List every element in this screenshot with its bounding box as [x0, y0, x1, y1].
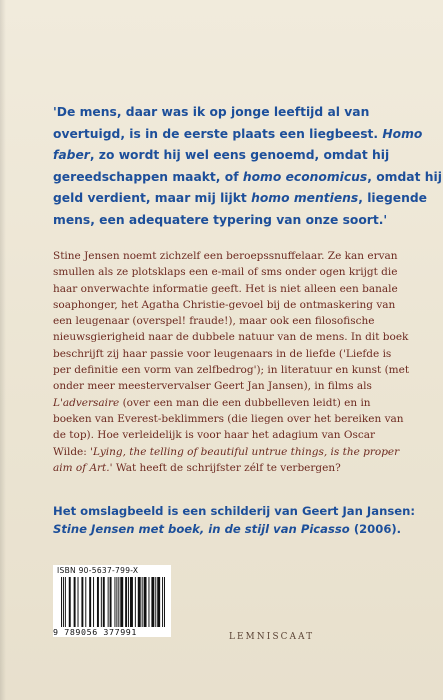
barcode-bar — [65, 577, 66, 627]
painting-year: (2006). — [349, 522, 402, 536]
barcode-bar — [69, 577, 71, 627]
barcode-bar — [157, 577, 160, 627]
quote-line — [53, 188, 428, 210]
quote-line — [53, 102, 403, 124]
quote-line — [53, 145, 403, 167]
barcode-bar — [118, 577, 119, 627]
publisher-name: LEMNISCAAT — [229, 632, 315, 642]
barcode-bar — [148, 577, 149, 627]
barcode-digits-left: 789056 — [64, 627, 98, 637]
quote-line-text: mens, een adequatere typering van onze soort.' — [53, 212, 388, 227]
isbn-text: ISBN 90-5637-799-X — [57, 566, 139, 575]
barcode-bar — [97, 577, 99, 627]
barcode-bar — [162, 577, 163, 627]
barcode-bar — [61, 577, 62, 627]
quote-line — [53, 210, 403, 232]
barcode-bar — [130, 577, 133, 627]
barcode-bar — [74, 577, 76, 627]
barcode-bar — [93, 577, 94, 627]
barcode-bar — [101, 577, 102, 627]
description-line: L'adversaire (over een man die een dubbelleven leidt) en in — [53, 396, 371, 409]
credit-line-2 — [53, 520, 413, 538]
barcode-bar — [110, 577, 112, 627]
quote-line-text: 'De mens, daar was ik op jonge leeftijd al van — [53, 105, 370, 119]
credit-line-1: Het omslagbeeld is een schilderij van Geert Jan Jansen: — [53, 504, 415, 518]
barcode-digit-first: 9 — [53, 627, 59, 637]
barcode-bar — [128, 577, 129, 627]
quote-line — [53, 167, 442, 189]
description-line: Wilde: 'Lying, the telling of beautiful untrue things, is the proper — [53, 445, 400, 458]
description-line: onder meer meestervervalser Geert Jan Jansen), in films als — [53, 380, 372, 393]
barcode-bar — [78, 577, 79, 627]
barcode-bar — [103, 577, 105, 627]
barcode-bar — [81, 577, 83, 627]
quote-line-text: overtuigd, is in de eerste plaats een liegbeest. Homo — [53, 126, 423, 141]
description-line: Stine Jensen noemt zichzelf een beroepssnuffelaar. Ze kan ervan — [53, 250, 398, 262]
barcode-bar — [151, 577, 154, 627]
description-line: een leugenaar (overspel! fraude!), maar ook een filosofische — [53, 315, 375, 328]
quote-line — [53, 124, 423, 146]
barcode-bar — [63, 577, 64, 627]
barcode-bar — [89, 577, 91, 627]
barcode-bar — [116, 577, 117, 627]
quote-line-text: geld verdient, maar mij lijkt homo mentiens, liegende — [53, 191, 428, 206]
quote-line-text: faber, zo wordt hij wel eens genoemd, omdat hij — [53, 148, 390, 163]
painting-title: Stine Jensen met boek, in de stijl van Picasso — [53, 522, 350, 536]
barcode-bar — [142, 577, 143, 627]
barcode-bar — [138, 577, 141, 627]
barcode-bars — [61, 577, 165, 627]
description-line: beschrijft zij haar passie voor leugenaars in de liefde ('Liefde is — [53, 347, 392, 360]
description-line: aim of Art.' Wat heeft de schrijfster zélf te verbergen? — [53, 461, 341, 474]
barcode-bar — [108, 577, 109, 627]
description-line: boeken van Everest-beklimmers (die liegen over het bereiken van — [53, 412, 404, 425]
description-line: nieuwsgierigheid naar de dubbele natuur van de mens. In dit boek — [53, 331, 409, 344]
description-line: per definitie een vorm van zelfbedrog'); in literatuur en kunst (met — [53, 364, 410, 377]
barcode-digits-right: 377991 — [103, 627, 137, 637]
barcode-bar — [144, 577, 147, 627]
barcode-bar — [114, 577, 115, 627]
description-block — [53, 248, 410, 476]
description-line: haar onverwachte informatie geeft. Het is niet alleen een banale — [53, 282, 398, 295]
quote-line-text: gereedschappen maakt, of homo economicus, omdat hij — [53, 169, 442, 184]
barcode-bar — [155, 577, 156, 627]
barcode-digits — [53, 627, 171, 637]
barcode-bar — [125, 577, 127, 627]
barcode-bar — [120, 577, 123, 627]
description-line: smullen als ze plotsklaps een e-mail of sms onder ogen krijgt die — [53, 266, 398, 279]
barcode-bar — [135, 577, 136, 627]
barcode-bar — [85, 577, 86, 627]
barcode-label — [53, 565, 171, 637]
spine-shadow — [0, 0, 6, 700]
cover-image-credit — [53, 502, 413, 538]
quote-block — [53, 102, 442, 232]
barcode-bar — [164, 577, 165, 627]
description-line: de top). Hoe verleidelijk is voor haar het adagium van Oscar — [53, 429, 376, 442]
description-line: soaphonger, het Agatha Christie-gevoel bij de ontmaskering van — [53, 298, 396, 311]
